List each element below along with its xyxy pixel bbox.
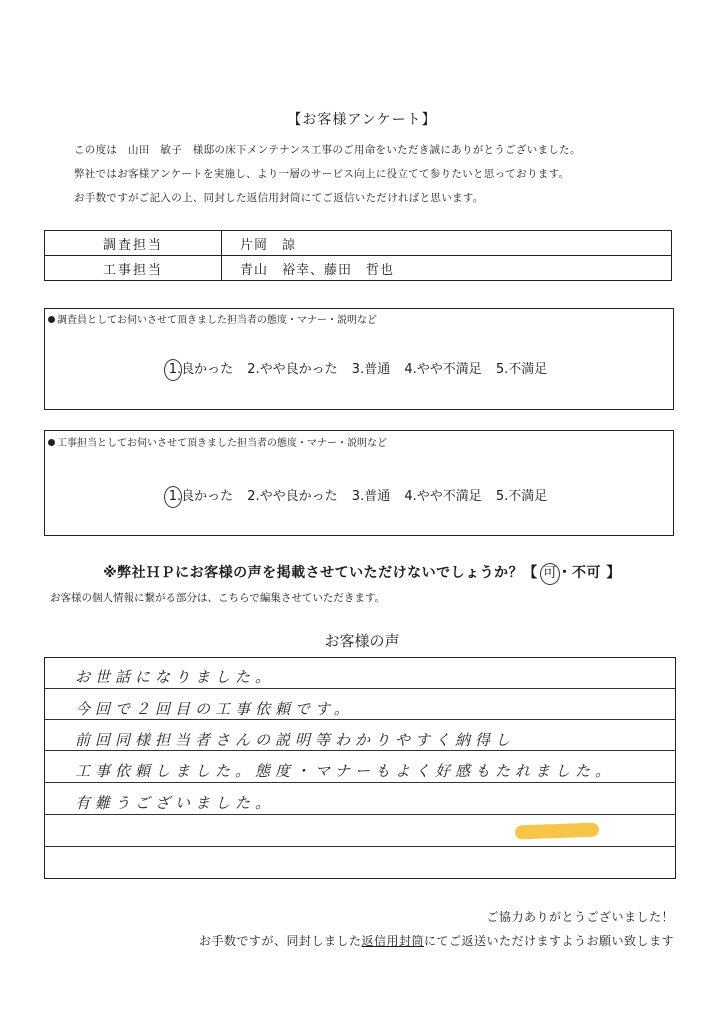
highlighter-mark	[515, 823, 599, 840]
ruled-line	[45, 846, 675, 847]
voice-line-5: 有難うございました。	[75, 794, 276, 812]
work-staff-label: 工事担当	[45, 256, 222, 281]
ruled-line	[45, 719, 675, 720]
publish-ok-option[interactable]: 可	[543, 565, 558, 581]
staff-row-work	[45, 256, 672, 281]
voice-line-4: 工事依頼しました。態度・マナーもよく好感もたれました。	[75, 762, 616, 780]
bullet-icon	[48, 316, 55, 323]
q1-option-1[interactable]: 1.良かった	[168, 362, 234, 377]
q1-option-4[interactable]: 4.やや不満足	[404, 362, 482, 377]
intro-line-1: この度は 山田 敏子 様邸の床下メンテナンス工事のご用命をいただき誠にありがとうございました。	[74, 144, 581, 156]
ruled-line	[45, 782, 675, 783]
publish-ng-option[interactable]: 不可	[572, 565, 602, 581]
voice-line-3: 前回同様担当者さんの説明等わかりやすく納得し	[75, 731, 516, 749]
staff-table	[44, 230, 672, 281]
q1-option-5[interactable]: 5.不満足	[495, 362, 548, 377]
intro-line-2: 弊社ではお客様アンケートを実施し、より一層のサービス向上に役立てて参りたいと思っております。	[74, 168, 570, 180]
publish-separator: ・	[557, 565, 573, 581]
q1-options	[44, 358, 672, 377]
ruled-line	[45, 814, 675, 815]
voice-line-2: 今回で２回目の工事依頼です。	[75, 700, 354, 718]
thanks-text: ご協力ありがとうございました！	[486, 910, 674, 924]
q1-option-3[interactable]: 3.普通	[351, 362, 391, 377]
survey-staff-label: 調査担当	[45, 231, 222, 256]
q1-label-text: 調査員としてお伺いさせて頂きました担当者の態度・マナー・説明など	[57, 315, 377, 326]
ruled-line	[45, 688, 675, 689]
q2-option-4[interactable]: 4.やや不満足	[404, 489, 482, 504]
return-pre: お手数ですが、同封しました	[198, 934, 362, 948]
return-envelope: 返信用封筒	[361, 934, 424, 948]
voice-heading: お客様の声	[324, 632, 400, 650]
return-instructions	[199, 932, 674, 949]
q2-label-text: 工事担当としてお伺いさせて頂きました担当者の態度・マナー・説明など	[57, 438, 387, 449]
q2-option-3[interactable]: 3.普通	[351, 489, 391, 504]
voice-box[interactable]	[44, 657, 676, 879]
q2-label	[48, 434, 387, 449]
voice-line-1: お世話になりました。	[75, 668, 276, 686]
privacy-note: お客様の個人情報に繋がる部分は、こちらで編集させていただきます。	[50, 592, 386, 604]
survey-staff-value: 片岡 諒	[222, 231, 672, 256]
page-title: 【お客様アンケート】	[287, 112, 437, 128]
q1-label	[48, 311, 377, 326]
q2-option-1[interactable]: 1.良かった	[168, 489, 234, 504]
q2-option-2[interactable]: 2.やや良かった	[247, 489, 338, 504]
ruled-line	[45, 750, 675, 751]
publish-question	[0, 562, 724, 582]
publish-question-text: ※弊社ＨＰにお客様の声を掲載させていただけないでしょうか？【	[103, 565, 538, 581]
staff-row-survey	[45, 231, 672, 256]
q2-option-5[interactable]: 5.不満足	[495, 489, 548, 504]
q1-option-2[interactable]: 2.やや良かった	[247, 362, 338, 377]
return-post: にてご返送いただけますようお願い致します	[423, 934, 674, 948]
work-staff-value: 青山 裕幸、藤田 哲也	[222, 256, 672, 281]
q2-options	[44, 485, 672, 504]
intro-line-3: お手数ですがご記入の上、同封した返信用封筒にてご返信いただければと思います。	[74, 192, 484, 204]
bullet-icon	[48, 439, 55, 446]
publish-close-bracket: 】	[606, 565, 621, 581]
